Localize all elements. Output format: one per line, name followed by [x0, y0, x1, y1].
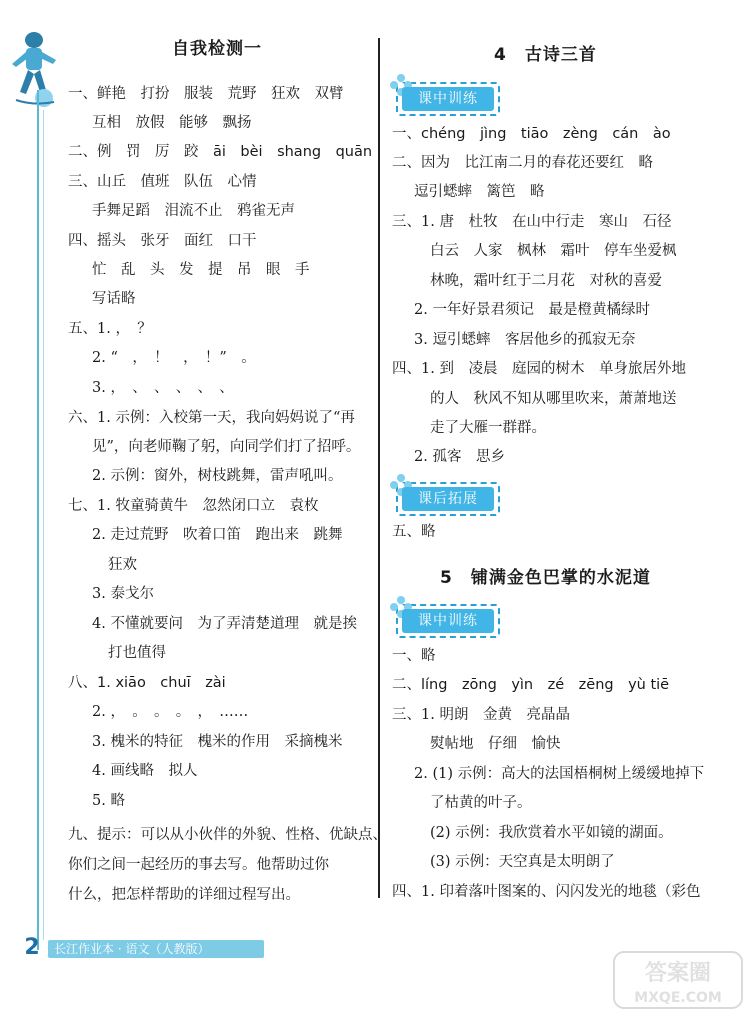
- answer-line: 九、提示：可以从小伙伴的外貌、性格、优缺点、: [68, 827, 387, 843]
- book-name: 长江作业本 · 语文（人教版）: [48, 940, 264, 958]
- answer-line: (3) 示例：天空真是太明朗了: [430, 854, 615, 870]
- side-rule-thin: [43, 110, 44, 940]
- answer-line: 互相 放假 能够 飘扬: [92, 115, 252, 131]
- answer-line: 三、1. 唐 杜牧 在山中行走 寒山 石径: [392, 214, 672, 230]
- answer-line: 见”，向老师鞠了躬，向同学们打了招呼。: [92, 439, 361, 455]
- answer-line: 手舞足蹈 泪流不止 鸦雀无声: [92, 203, 295, 219]
- answer-line: 五、1. ， ？: [68, 321, 152, 337]
- answer-line: 三、1. 明朗 金黄 亮晶晶: [392, 707, 570, 723]
- column-divider: [378, 38, 380, 898]
- page-number: 2: [24, 935, 40, 960]
- answer-line: 忙 乱 头 发 提 吊 眼 手: [92, 262, 310, 278]
- answer-line: 四、摇头 张牙 面红 口干: [68, 233, 257, 249]
- answer-line: 了枯黄的叶子。: [430, 795, 532, 811]
- answer-line: 5. 略: [92, 793, 125, 809]
- answer-line: 三、山丘 值班 队伍 心情: [68, 174, 257, 190]
- answer-line: 你们之间一起经历的事去写。他帮助过你: [68, 857, 329, 873]
- answer-line: 林晚，霜叶红于二月花 对秋的喜爱: [430, 273, 662, 289]
- side-rule: [37, 90, 39, 950]
- answer-line: 逗引蟋蟀 篱笆 略: [414, 184, 545, 200]
- badge-label: 课中训练: [402, 609, 494, 633]
- answer-line: 2. ， 。 。 。 ， ……: [92, 704, 249, 720]
- answer-line: 一、chéng jìng tiāo zèng cán ào: [392, 126, 671, 142]
- watermark-logo: [612, 948, 744, 1012]
- answer-line: (2) 示例：我欣赏着水平如镜的湖面。: [430, 825, 673, 841]
- boy-illustration: [6, 30, 62, 110]
- answer-line: 2. 一年好景君须记 最是橙黄橘绿时: [414, 302, 650, 318]
- answer-line: 一、鲜艳 打扮 服装 荒野 狂欢 双臂: [68, 86, 344, 102]
- answer-line: 四、1. 印着落叶图案的、闪闪发光的地毯（彩色: [392, 884, 701, 900]
- answer-line: 打也值得: [108, 645, 166, 661]
- section-title-self-test: 自我检测一: [172, 39, 262, 59]
- section-title-cement-road: 5 铺满金色巴掌的水泥道: [440, 568, 651, 588]
- answer-line: 2. “ ， ！ ， ！” 。: [92, 350, 256, 366]
- answer-line: 3. 逗引蟋蟀 客居他乡的孤寂无奈: [414, 332, 636, 348]
- answer-line: 4. 画线略 拟人: [92, 763, 198, 779]
- svg-text:MXQE.COM: MXQE.COM: [634, 990, 722, 1006]
- badge-label: 课后拓展: [402, 487, 494, 511]
- answer-line: 二、例 罚 厉 跤 āi bèi shang quān: [68, 144, 373, 160]
- answer-line: 3. 槐米的特征 槐米的作用 采摘槐米: [92, 734, 343, 750]
- answer-line: 熨帖地 仔细 愉快: [430, 736, 561, 752]
- answer-line: 四、1. 到 凌晨 庭园的树木 单身旅居外地: [392, 361, 686, 377]
- answer-line: 白云 人家 枫林 霜叶 停车坐爱枫: [430, 243, 677, 259]
- answer-line: 什么，把怎样帮助的详细过程写出。: [68, 887, 300, 903]
- badge-in-class: [396, 82, 500, 116]
- answer-line: 六、1. 示例：入校第一天，我向妈妈说了“再: [68, 410, 355, 426]
- section-title-poems: 4 古诗三首: [494, 45, 597, 65]
- answer-line: 八、1. xiāo chuī zài: [68, 675, 226, 691]
- answer-line: 3. ， 、 、 、 、 、: [92, 380, 234, 396]
- answer-line: 二、因为 比江南二月的春花还要红 略: [392, 155, 653, 171]
- answer-line: 2. 示例：窗外，树枝跳舞，雷声吼叫。: [92, 468, 343, 484]
- badge-in-class-2: [396, 604, 500, 638]
- answer-line: 五、略: [392, 524, 436, 540]
- page-footer: [14, 934, 259, 962]
- answer-line: 走了大雁一群群。: [430, 420, 546, 436]
- answer-line: 一、略: [392, 648, 436, 664]
- svg-text:答案圈: 答案圈: [644, 961, 712, 986]
- answer-line: 4. 不懂就要问 为了弄清楚道理 就是挨: [92, 616, 357, 632]
- answer-line: 2. (1) 示例：高大的法国梧桐树上缓缓地掉下: [414, 766, 705, 782]
- answer-line: 二、líng zōng yìn zé zēng yù tiē: [392, 677, 670, 693]
- badge-after-class: [396, 482, 500, 516]
- answer-line: 2. 走过荒野 吹着口笛 跑出来 跳舞: [92, 527, 343, 543]
- answer-line: 2. 孤客 思乡: [414, 449, 505, 465]
- answer-line: 的人 秋风不知从哪里吹来，萧萧地送: [430, 391, 677, 407]
- answer-line: 狂欢: [108, 557, 137, 573]
- answer-line: 3. 泰戈尔: [92, 586, 154, 602]
- answer-line: 写话略: [92, 291, 136, 307]
- answer-line: 七、1. 牧童骑黄牛 忽然闭口立 袁枚: [68, 498, 319, 514]
- badge-label: 课中训练: [402, 87, 494, 111]
